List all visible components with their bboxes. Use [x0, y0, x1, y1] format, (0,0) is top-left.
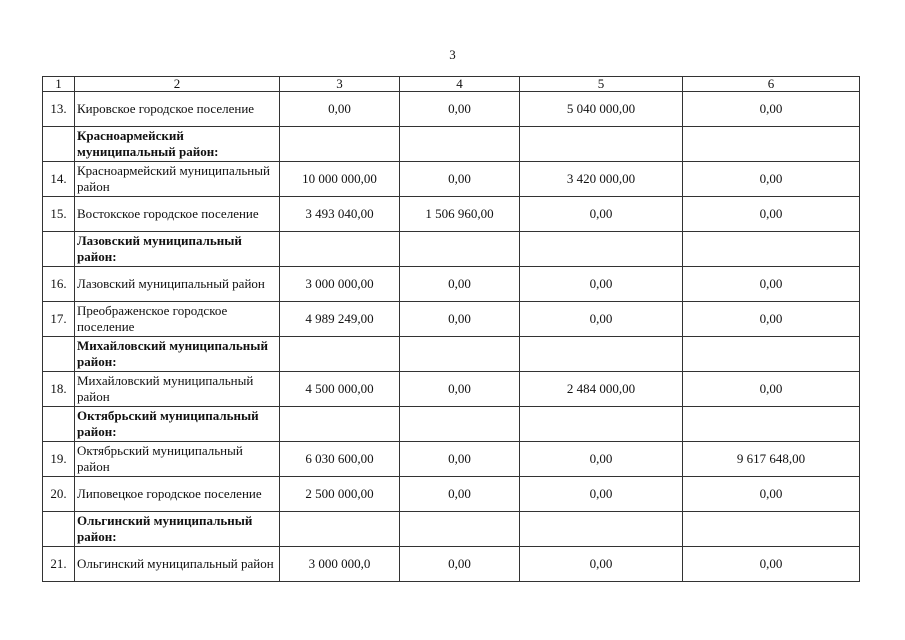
amount-cell: [520, 127, 683, 162]
amount-col3-cell: 6 030 600,00: [280, 442, 400, 477]
amount-cell: [520, 512, 683, 547]
table-row: [43, 197, 860, 232]
municipality-name-cell: Кировское городское поселение: [75, 92, 280, 127]
column-header: 3: [280, 77, 400, 92]
amount-col6-cell: 0,00: [683, 197, 860, 232]
amount-col3-cell: 4 989 249,00: [280, 302, 400, 337]
district-group-row: [43, 337, 860, 372]
amount-col4-cell: 0,00: [400, 477, 520, 512]
table-row: [43, 547, 860, 582]
row-number-cell: 16.: [43, 267, 75, 302]
table-row: [43, 442, 860, 477]
amount-cell: [280, 512, 400, 547]
amount-col4-cell: 0,00: [400, 372, 520, 407]
row-number-cell: 13.: [43, 92, 75, 127]
column-header: 6: [683, 77, 860, 92]
amount-cell: [400, 127, 520, 162]
amount-cell: [683, 232, 860, 267]
amount-col4-cell: 1 506 960,00: [400, 197, 520, 232]
row-number-cell: 19.: [43, 442, 75, 477]
amount-col3-cell: 10 000 000,00: [280, 162, 400, 197]
table-row: [43, 267, 860, 302]
amount-cell: [683, 337, 860, 372]
page-number: 3: [449, 47, 456, 62]
row-number-cell: 18.: [43, 372, 75, 407]
amount-col5-cell: 0,00: [520, 302, 683, 337]
amount-cell: [400, 407, 520, 442]
amount-col3-cell: 3 000 000,0: [280, 547, 400, 582]
row-number-cell: 17.: [43, 302, 75, 337]
amount-col3-cell: 3 493 040,00: [280, 197, 400, 232]
amount-col6-cell: 9 617 648,00: [683, 442, 860, 477]
amount-col4-cell: 0,00: [400, 442, 520, 477]
amount-cell: [520, 232, 683, 267]
municipality-name-cell: Ольгинский муниципальный район: [75, 547, 280, 582]
amount-cell: [280, 407, 400, 442]
district-group-name: Лазовский муниципальный район:: [75, 232, 280, 267]
table-row: [43, 162, 860, 197]
amount-col6-cell: 0,00: [683, 547, 860, 582]
amount-col5-cell: 5 040 000,00: [520, 92, 683, 127]
amount-col3-cell: 2 500 000,00: [280, 477, 400, 512]
amount-col6-cell: 0,00: [683, 162, 860, 197]
amount-cell: [280, 232, 400, 267]
table-row: [43, 92, 860, 127]
district-group-name: Красноармейский муниципальный район:: [75, 127, 280, 162]
municipality-name-cell: Октябрьский муниципальный район: [75, 442, 280, 477]
amount-col4-cell: 0,00: [400, 302, 520, 337]
amount-col4-cell: 0,00: [400, 92, 520, 127]
amount-col5-cell: 0,00: [520, 477, 683, 512]
amount-col6-cell: 0,00: [683, 267, 860, 302]
column-header: 1: [43, 77, 75, 92]
district-group-name: Михайловский муниципальный район:: [75, 337, 280, 372]
amount-col5-cell: 2 484 000,00: [520, 372, 683, 407]
district-group-row: [43, 127, 860, 162]
column-header: 2: [75, 77, 280, 92]
amount-col5-cell: 0,00: [520, 267, 683, 302]
municipality-name-cell: Красноармейский муниципальный район: [75, 162, 280, 197]
row-number-cell: [43, 232, 75, 267]
amount-col3-cell: 3 000 000,00: [280, 267, 400, 302]
amount-col6-cell: 0,00: [683, 92, 860, 127]
district-group-row: [43, 232, 860, 267]
amount-col6-cell: 0,00: [683, 302, 860, 337]
amount-cell: [683, 407, 860, 442]
amount-col5-cell: 0,00: [520, 197, 683, 232]
amount-cell: [520, 337, 683, 372]
row-number-cell: [43, 407, 75, 442]
district-group-name: Ольгинский муниципальный район:: [75, 512, 280, 547]
row-number-cell: [43, 127, 75, 162]
municipality-name-cell: Липовецкое городское поселение: [75, 477, 280, 512]
amount-cell: [280, 337, 400, 372]
column-number-header: [43, 77, 860, 92]
amount-col3-cell: 0,00: [280, 92, 400, 127]
row-number-cell: 20.: [43, 477, 75, 512]
amount-cell: [400, 232, 520, 267]
amount-col6-cell: 0,00: [683, 372, 860, 407]
amount-cell: [683, 512, 860, 547]
amount-cell: [683, 127, 860, 162]
table-body: [43, 92, 860, 582]
district-group-row: [43, 512, 860, 547]
municipality-name-cell: Востокское городское поселение: [75, 197, 280, 232]
district-group-row: [43, 407, 860, 442]
amount-cell: [280, 127, 400, 162]
municipality-name-cell: Михайловский муниципальный район: [75, 372, 280, 407]
row-number-cell: [43, 337, 75, 372]
amount-col5-cell: 0,00: [520, 442, 683, 477]
row-number-cell: 14.: [43, 162, 75, 197]
amount-col3-cell: 4 500 000,00: [280, 372, 400, 407]
municipality-name-cell: Лазовский муниципальный район: [75, 267, 280, 302]
amount-col6-cell: 0,00: [683, 477, 860, 512]
amount-col5-cell: 3 420 000,00: [520, 162, 683, 197]
row-number-cell: 15.: [43, 197, 75, 232]
amount-col4-cell: 0,00: [400, 547, 520, 582]
amount-cell: [400, 337, 520, 372]
amount-cell: [400, 512, 520, 547]
column-header: 5: [520, 77, 683, 92]
budget-table: [42, 76, 860, 582]
amount-col4-cell: 0,00: [400, 162, 520, 197]
amount-cell: [520, 407, 683, 442]
column-header: 4: [400, 77, 520, 92]
table-row: [43, 372, 860, 407]
row-number-cell: [43, 512, 75, 547]
amount-col5-cell: 0,00: [520, 547, 683, 582]
table-row: [43, 477, 860, 512]
municipality-name-cell: Преображенское городское поселение: [75, 302, 280, 337]
row-number-cell: 21.: [43, 547, 75, 582]
amount-col4-cell: 0,00: [400, 267, 520, 302]
table-row: [43, 302, 860, 337]
district-group-name: Октябрьский муниципальный район:: [75, 407, 280, 442]
